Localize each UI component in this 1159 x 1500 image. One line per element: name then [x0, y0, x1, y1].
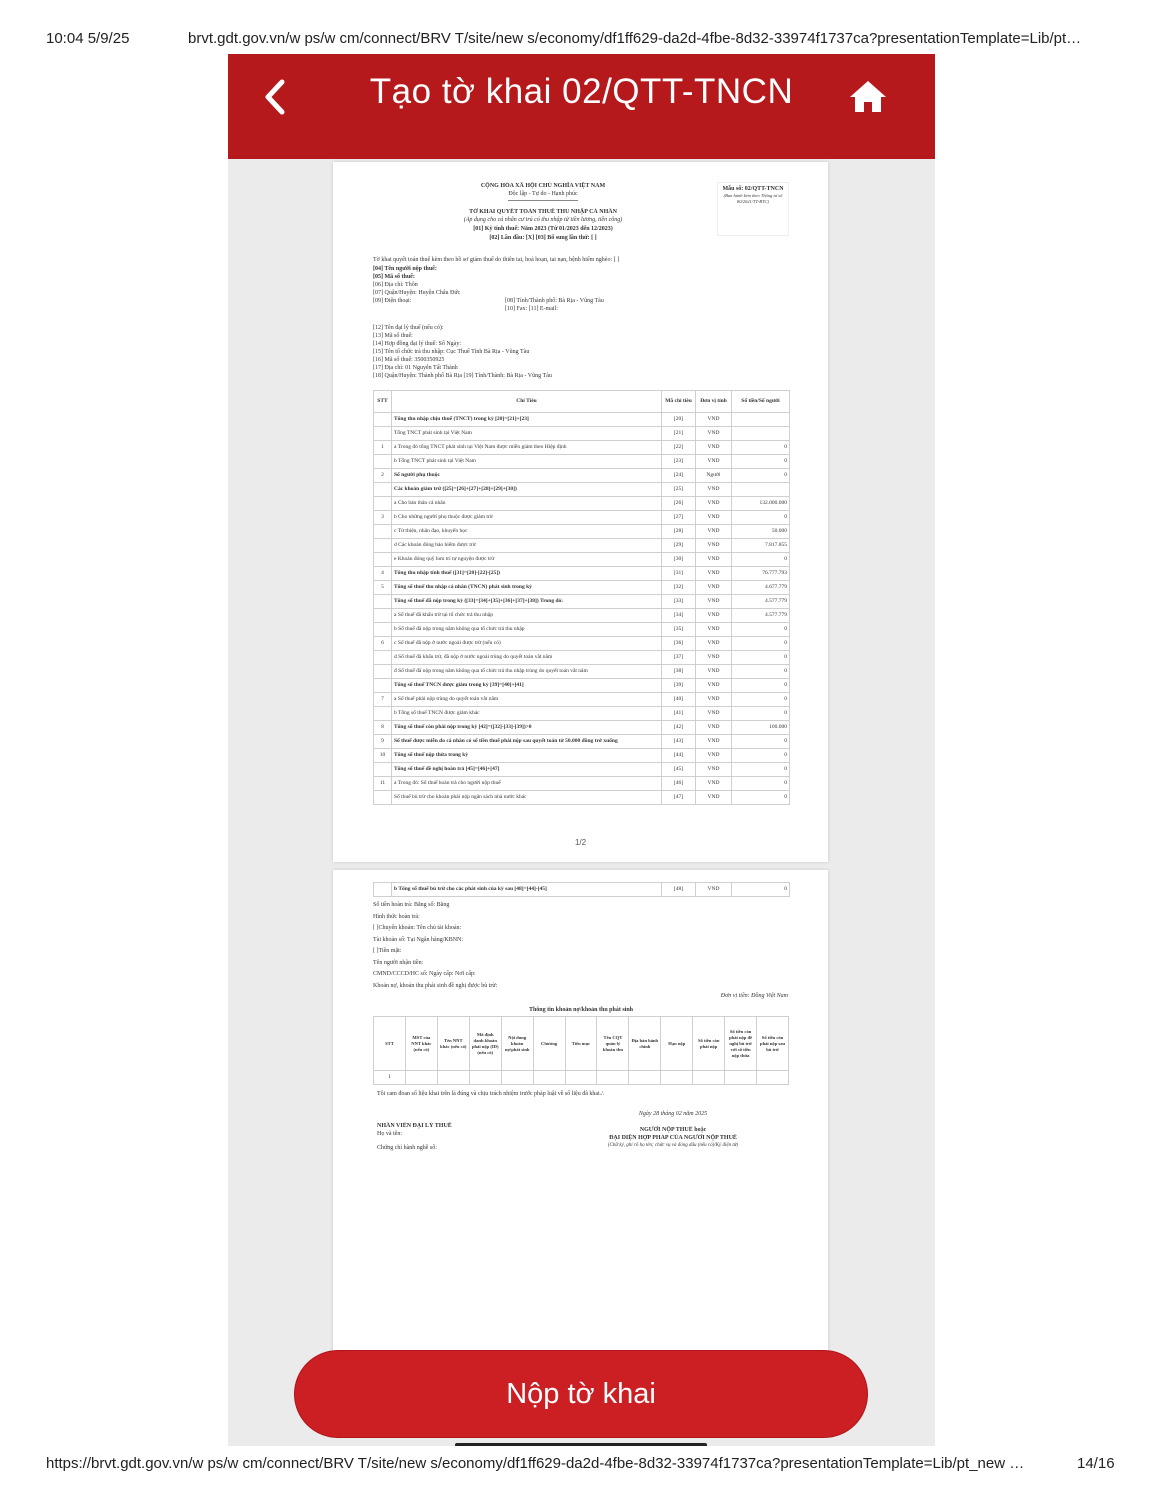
row-stt	[374, 539, 392, 553]
taxpayer-province: [08] Tỉnh/Thành phố: Bà Rịa - Vũng Tàu	[505, 298, 604, 304]
row-stt: 7	[374, 693, 392, 707]
column-header: Hạn nộp	[661, 1017, 693, 1071]
home-icon	[848, 78, 888, 114]
refund-line: CMND/CCCD/HC số: Ngày cấp: Nơi cấp:	[373, 971, 476, 977]
signer-block	[553, 1126, 793, 1150]
row-stt: 4	[374, 567, 392, 581]
submit-declaration-button[interactable]: Nộp tờ khai	[294, 1350, 868, 1438]
row-label: c Từ thiện, nhân đạo, khuyến học	[392, 525, 662, 539]
table-row	[374, 749, 790, 763]
row-value: 0	[732, 707, 790, 721]
row-unit: VND	[696, 525, 732, 539]
row-unit: Người	[696, 469, 732, 483]
row-stt	[374, 609, 392, 623]
row-unit: VND	[696, 679, 732, 693]
agent-info	[373, 324, 793, 380]
row-value	[732, 483, 790, 497]
row-value: 0	[732, 665, 790, 679]
row-unit: VND	[696, 665, 732, 679]
row-stt	[374, 883, 392, 897]
row-code: [23]	[662, 455, 696, 469]
row-code: [24]	[662, 469, 696, 483]
row-value	[732, 427, 790, 441]
column-header: Số tiền còn phải nộp sau bù trừ	[757, 1017, 789, 1071]
row-label: a Số thuế đã khấu trừ tại tổ chức trả thu nhập	[392, 609, 662, 623]
row-label: Tổng số thuế còn phải nộp trong kỳ [42]=([32]-[33]-[39])>0	[392, 721, 662, 735]
tax-table-continued	[373, 882, 790, 897]
row-stt	[374, 763, 392, 777]
row-unit: VND	[696, 749, 732, 763]
row-label: b Tổng TNCT phát sinh tại Việt Nam	[392, 455, 662, 469]
row-label: Các khoản giảm trừ ([25]=[26]+[27]+[28]+[29]+[30])	[392, 483, 662, 497]
declaration-type: [02] Lần đầu: [X] [03] Bổ sung lần thứ: [ ]	[489, 235, 597, 241]
row-value	[732, 413, 790, 427]
row-label: c Số thuế đã nộp ở nước ngoài được trừ (nếu có)	[392, 637, 662, 651]
table-row	[374, 777, 790, 791]
debt-table	[373, 1016, 789, 1085]
row-unit: VND	[696, 883, 732, 897]
row-code: [30]	[662, 553, 696, 567]
taxpayer-fax-email: [10] Fax: [11] E-mail:	[505, 306, 558, 312]
table-cell	[597, 1071, 629, 1085]
document-page-2	[333, 870, 828, 1360]
row-code: [43]	[662, 735, 696, 749]
row-unit: VND	[696, 455, 732, 469]
row-label: a Trong đó: Số thuế hoàn trả cho người nộp thuế	[392, 777, 662, 791]
taxpayer-address: [06] Địa chỉ: Thôn	[373, 282, 418, 288]
signing-date: Ngày 28 tháng 02 năm 2025	[638, 1111, 708, 1117]
row-label: Số thuế bù trừ cho khoản phải nộp ngân sách nhà nước khác	[392, 791, 662, 805]
refund-line: Khoản nợ, khoản thu phát sinh đề nghị được bù trừ:	[373, 982, 498, 989]
row-label: e Khoản đóng quỹ hưu trí tự nguyện được trừ	[392, 553, 662, 567]
table-row	[374, 525, 790, 539]
row-code: [25]	[662, 483, 696, 497]
table-cell	[757, 1071, 789, 1085]
table-row	[374, 1071, 789, 1085]
table-cell	[437, 1071, 469, 1085]
row-unit: VND	[696, 735, 732, 749]
table-cell: 1	[374, 1071, 406, 1085]
row-label: Tổng số thuế đã nộp trong kỳ ([33]=[34]+[35]+[36]+[37]+[38]) Trong đó:	[392, 595, 662, 609]
row-code: [35]	[662, 623, 696, 637]
row-label: Tổng số thuế thu nhập cá nhân (TNCN) phát sinh trong kỳ	[392, 581, 662, 595]
row-value: 0	[732, 735, 790, 749]
print-header	[0, 30, 1159, 50]
row-value: 0	[732, 511, 790, 525]
row-value: 4.577.779	[732, 609, 790, 623]
table-row	[374, 427, 790, 441]
row-value: 4.577.779	[732, 595, 790, 609]
refund-line: [ ]Chuyển khoản: Tên chủ tài khoản:	[373, 925, 462, 931]
national-motto: Độc lập - Tự do - Hạnh phúc	[508, 191, 578, 197]
row-value: 0	[732, 749, 790, 763]
agent-staff-block	[377, 1122, 537, 1152]
agent-line: [15] Tên tổ chức trả thu nhập: Cục Thuế Tỉnh Bà Rịa - Vũng Tàu	[373, 349, 530, 355]
row-label: a Cho bản thân cá nhân	[392, 497, 662, 511]
row-stt	[374, 707, 392, 721]
row-stt	[374, 553, 392, 567]
row-label: a Số thuế phải nộp trùng do quyết toán vắt năm	[392, 693, 662, 707]
page-number: 1/2	[574, 838, 587, 847]
row-code: [21]	[662, 427, 696, 441]
row-unit: VND	[696, 623, 732, 637]
table-row	[374, 763, 790, 777]
row-unit: VND	[696, 651, 732, 665]
table-header-row	[374, 391, 790, 413]
column-header: Chỉ Tiêu	[392, 391, 662, 413]
row-stt	[374, 651, 392, 665]
table-row	[374, 623, 790, 637]
table-row	[374, 735, 790, 749]
table-cell	[501, 1071, 533, 1085]
agent-line: [17] Địa chỉ: 01 Nguyễn Tất Thành	[373, 365, 458, 371]
row-stt	[374, 665, 392, 679]
row-code: [22]	[662, 441, 696, 455]
row-unit: VND	[696, 581, 732, 595]
row-code: [33]	[662, 595, 696, 609]
row-value: 0	[732, 679, 790, 693]
column-header: STT	[374, 391, 392, 413]
table-row	[374, 497, 790, 511]
table-row	[374, 693, 790, 707]
row-value: 0	[732, 455, 790, 469]
form-code-note: (Ban hành kèm theo Thông tư số 80/2021/TT-BTC)	[723, 193, 783, 204]
row-stt	[374, 483, 392, 497]
row-unit: VND	[696, 637, 732, 651]
table-row	[374, 637, 790, 651]
form-subtitle: (Áp dụng cho cá nhân cư trú có thu nhập từ tiền lương, tiền công)	[463, 217, 623, 223]
table-cell	[725, 1071, 757, 1085]
row-label: d Các khoản đóng bảo hiểm được trừ	[392, 539, 662, 553]
row-code: [29]	[662, 539, 696, 553]
row-unit: VND	[696, 693, 732, 707]
table-row	[374, 707, 790, 721]
table-row	[374, 539, 790, 553]
form-code-box	[717, 182, 789, 236]
row-code: [31]	[662, 567, 696, 581]
table-row	[374, 441, 790, 455]
row-unit: VND	[696, 595, 732, 609]
row-value: 132.000.000	[732, 497, 790, 511]
signer-title: NGƯỜI NỘP THUẾ hoặc	[639, 1127, 707, 1133]
row-stt: 3	[374, 511, 392, 525]
column-header: Tên NNT khác (nếu có)	[437, 1017, 469, 1071]
refund-line: Số tiền hoàn trả: Bằng số: Bằng	[373, 902, 450, 908]
row-label: Tổng thu nhập chịu thuế (TNCT) trong kỳ [20]=[21]+[23]	[392, 413, 662, 427]
table-row	[374, 883, 790, 897]
refund-line: Tên người nhận tiền:	[373, 959, 424, 966]
table-row	[374, 581, 790, 595]
row-code: [27]	[662, 511, 696, 525]
row-value: 0	[732, 637, 790, 651]
row-value: 50.000	[732, 525, 790, 539]
table-row	[374, 483, 790, 497]
home-button[interactable]	[848, 78, 888, 114]
agent-staff-title: NHÂN VIÊN ĐẠI LÝ THUẾ	[377, 1123, 452, 1129]
form-title: TỜ KHAI QUYẾT TOÁN THUẾ THU NHẬP CÁ NHÂN	[469, 209, 617, 215]
row-stt	[374, 791, 392, 805]
print-url: brvt.gdt.gov.vn/w ps/w cm/connect/BRV T/site/new s/economy/df1ff629-da2d-4fbe-8d32-33974f1737ca?presentationTemplate=Lib/pt…	[188, 30, 1082, 47]
table-row	[374, 567, 790, 581]
column-header: Đơn vị tính	[696, 391, 732, 413]
table-row	[374, 455, 790, 469]
row-stt: 6	[374, 637, 392, 651]
row-stt	[374, 497, 392, 511]
row-label: d Số thuế đã khấu trừ, đã nộp ở nước ngoài trùng do quyết toán vắt năm	[392, 651, 662, 665]
row-value: 0	[732, 553, 790, 567]
column-header: Địa bàn hành chính	[629, 1017, 661, 1071]
currency-note: Đơn vị tiền: Đồng Việt Nam	[720, 993, 788, 999]
signer-note: (Chữ ký, ghi rõ họ tên; chức vụ và đóng dấu (nếu có)/Ký điện tử)	[607, 1143, 739, 1148]
row-label: Số thuế được miễn do cá nhân có số tiền thuế phải nộp sau quyết toán từ 50.000 đồng trở xuống	[392, 735, 662, 749]
row-stt	[374, 595, 392, 609]
table-row	[374, 511, 790, 525]
row-code: [39]	[662, 679, 696, 693]
row-value: 0	[732, 469, 790, 483]
row-unit: VND	[696, 427, 732, 441]
column-header: Chương	[533, 1017, 565, 1071]
row-label: Số người phụ thuộc	[392, 469, 662, 483]
row-code: [37]	[662, 651, 696, 665]
taxpayer-name: [04] Tên người nộp thuế:	[373, 266, 437, 272]
agent-line: [12] Tên đại lý thuế (nếu có):	[373, 325, 444, 331]
taxpayer-phone: [09] Điện thoại:	[373, 298, 412, 304]
column-header: Số tiền còn phải nộp	[693, 1017, 725, 1071]
table-row	[374, 595, 790, 609]
row-unit: VND	[696, 777, 732, 791]
table-cell	[629, 1071, 661, 1085]
row-value: 100.000	[732, 721, 790, 735]
table-cell	[693, 1071, 725, 1085]
table-row	[374, 469, 790, 483]
row-code: [32]	[662, 581, 696, 595]
row-unit: VND	[696, 721, 732, 735]
row-stt: 10	[374, 749, 392, 763]
row-label: đ Số thuế đã nộp trong năm không qua tổ chức trả thu nhập trùng do quyết toán vắt năm	[392, 665, 662, 679]
refund-line: [ ]Tiền mặt:	[373, 948, 402, 954]
column-header: Nội dung khoản nợ/phát sinh	[501, 1017, 533, 1071]
refund-line: Tài khoản số: Tại Ngân hàng/KBNN:	[373, 936, 464, 943]
form-code-title: Mẫu số: 02/QTT-TNCN	[722, 186, 784, 192]
row-value: 0	[732, 693, 790, 707]
row-stt: 8	[374, 721, 392, 735]
row-unit: VND	[696, 441, 732, 455]
row-code: [45]	[662, 763, 696, 777]
app-screen	[228, 54, 935, 1446]
row-code: [46]	[662, 777, 696, 791]
row-label: b Tổng số thuế bù trừ cho các phát sinh của kỳ sau [48]=[44]-[45]	[392, 883, 662, 897]
row-stt	[374, 679, 392, 693]
row-value: 0	[732, 441, 790, 455]
taxpayer-district: [07] Quận/Huyện: Huyện Châu Đức	[373, 290, 461, 296]
signer-title: ĐẠI DIỆN HỢP PHÁP CỦA NGƯỜI NỘP THUẾ	[609, 1135, 737, 1141]
row-stt	[374, 413, 392, 427]
agent-line: [14] Hợp đồng đại lý thuế: Số Ngày:	[373, 341, 461, 347]
declaration-statement: Tôi cam đoan số liệu khai trên là đúng và chịu trách nhiệm trước pháp luật về số liệu đã khai./.	[377, 1091, 605, 1097]
column-header: Số tiền/Số người	[732, 391, 790, 413]
print-footer	[0, 1455, 1159, 1475]
row-stt	[374, 455, 392, 469]
home-indicator	[455, 1443, 707, 1446]
table-cell	[661, 1071, 693, 1085]
table-cell	[533, 1071, 565, 1085]
column-header: Mã định danh khoản phải nộp (ID) (nếu có)	[469, 1017, 501, 1071]
print-page-number: 14/16	[1077, 1455, 1115, 1472]
row-unit: VND	[696, 609, 732, 623]
row-unit: VND	[696, 567, 732, 581]
row-label: Tổng số thuế đề nghị hoàn trả [45]=[46]+[47]	[392, 763, 662, 777]
row-value: 0	[732, 763, 790, 777]
agent-line: [18] Quận/Huyện: Thành phố Bà Rịa [19] Tỉnh/Thành: Bà Rịa - Vũng Tàu	[373, 373, 552, 379]
table-row	[374, 609, 790, 623]
row-value: 0	[732, 623, 790, 637]
table-cell	[469, 1071, 501, 1085]
row-value: 0	[732, 651, 790, 665]
row-unit: VND	[696, 483, 732, 497]
column-header: Số tiền còn phải nộp đề nghị bù trừ với số tiền nộp thừa	[725, 1017, 757, 1071]
row-label: Tổng số thuế TNCN được giảm trong kỳ [39]=[40]+[41]	[392, 679, 662, 693]
row-label: b Tổng số thuế TNCN được giảm khác	[392, 707, 662, 721]
row-label: Tổng TNCT phát sinh tại Việt Nam	[392, 427, 662, 441]
tax-period: [01] Kỳ tính thuế: Năm 2023 (Từ 01/2023 đến 12/2023)	[473, 226, 613, 232]
row-stt: 5	[374, 581, 392, 595]
debt-table-title: Thông tin khoản nợ/khoản thu phát sinh	[528, 1007, 634, 1013]
column-header: Mã chỉ tiêu	[662, 391, 696, 413]
row-stt: 9	[374, 735, 392, 749]
row-value: 0	[732, 791, 790, 805]
row-stt: 11	[374, 777, 392, 791]
print-time: 10:04 5/9/25	[46, 30, 130, 47]
table-cell	[405, 1071, 437, 1085]
row-code: [34]	[662, 609, 696, 623]
app-header	[228, 54, 935, 159]
row-unit: VND	[696, 539, 732, 553]
row-code: [28]	[662, 525, 696, 539]
table-row	[374, 721, 790, 735]
row-code: [26]	[662, 497, 696, 511]
divider	[508, 200, 578, 201]
taxpayer-tax-code: [05] Mã số thuế:	[373, 274, 415, 280]
row-value: 4.677.779	[732, 581, 790, 595]
row-stt	[374, 525, 392, 539]
intro-line: Tờ khai quyết toán thuế kèm theo hồ sơ giảm thuế do thiên tai, hoả hoạn, tai nạn, bệnh hiểm nghèo: [ ]	[373, 257, 620, 263]
row-label: Tổng số thuế nộp thừa trong kỳ	[392, 749, 662, 763]
refund-info	[373, 900, 793, 992]
row-code: [40]	[662, 693, 696, 707]
row-unit: VND	[696, 497, 732, 511]
page-title: Tạo tờ khai 02/QTT-TNCN	[369, 72, 794, 111]
row-stt	[374, 623, 392, 637]
table-row	[374, 679, 790, 693]
column-header: MST của NNT khác (nếu có)	[405, 1017, 437, 1071]
row-code: [36]	[662, 637, 696, 651]
table-row	[374, 413, 790, 427]
document-page-1	[333, 162, 828, 862]
table-cell	[565, 1071, 597, 1085]
agent-line: [13] Mã số thuế:	[373, 333, 413, 339]
column-header: Tên CQT quản lý khoản thu	[597, 1017, 629, 1071]
row-code: [42]	[662, 721, 696, 735]
column-header: STT	[374, 1017, 406, 1071]
row-unit: VND	[696, 413, 732, 427]
table-row	[374, 791, 790, 805]
row-code: [47]	[662, 791, 696, 805]
column-header: Tiểu mục	[565, 1017, 597, 1071]
table-row	[374, 553, 790, 567]
row-label: a Trong đó tổng TNCT phát sinh tại Việt Nam được miễn giảm theo Hiệp định	[392, 441, 662, 455]
row-unit: VND	[696, 707, 732, 721]
agent-staff-cert: Chứng chỉ hành nghề số:	[377, 1145, 437, 1151]
taxpayer-info-right	[505, 297, 765, 313]
row-code: [44]	[662, 749, 696, 763]
agent-staff-name: Họ và tên:	[377, 1131, 402, 1137]
row-code: [20]	[662, 413, 696, 427]
row-unit: VND	[696, 553, 732, 567]
table-row	[374, 651, 790, 665]
table-header-row	[374, 1017, 789, 1071]
refund-line: Hình thức hoàn trả:	[373, 913, 420, 920]
national-heading: CỘNG HÒA XÃ HỘI CHỦ NGHĨA VIỆT NAM	[480, 183, 606, 189]
row-value: 76.777.793	[732, 567, 790, 581]
row-code: [41]	[662, 707, 696, 721]
row-label: Tổng thu nhập tính thuế ([31]=[20]-[22]-[25])	[392, 567, 662, 581]
tax-table	[373, 390, 790, 805]
row-value: 0	[732, 883, 790, 897]
row-code: [48]	[662, 883, 696, 897]
row-unit: VND	[696, 511, 732, 525]
row-stt: 1	[374, 441, 392, 455]
table-row	[374, 665, 790, 679]
row-stt: 2	[374, 469, 392, 483]
row-label: b Số thuế đã nộp trong năm không qua tổ chức trả thu nhập	[392, 623, 662, 637]
print-footer-url: https://brvt.gdt.gov.vn/w ps/w cm/connect/BRV T/site/new s/economy/df1ff629-da2d-4fbe-8d32-33974f1737ca?presentationTemplate=Lib/pt_new …	[46, 1455, 1025, 1472]
agent-line: [16] Mã số thuế: 3500350925	[373, 357, 445, 363]
row-label: b Cho những người phụ thuộc được giảm trừ	[392, 511, 662, 525]
row-stt	[374, 427, 392, 441]
row-value: 7.817.855	[732, 539, 790, 553]
row-unit: VND	[696, 791, 732, 805]
row-unit: VND	[696, 763, 732, 777]
row-code: [38]	[662, 665, 696, 679]
row-value: 0	[732, 777, 790, 791]
